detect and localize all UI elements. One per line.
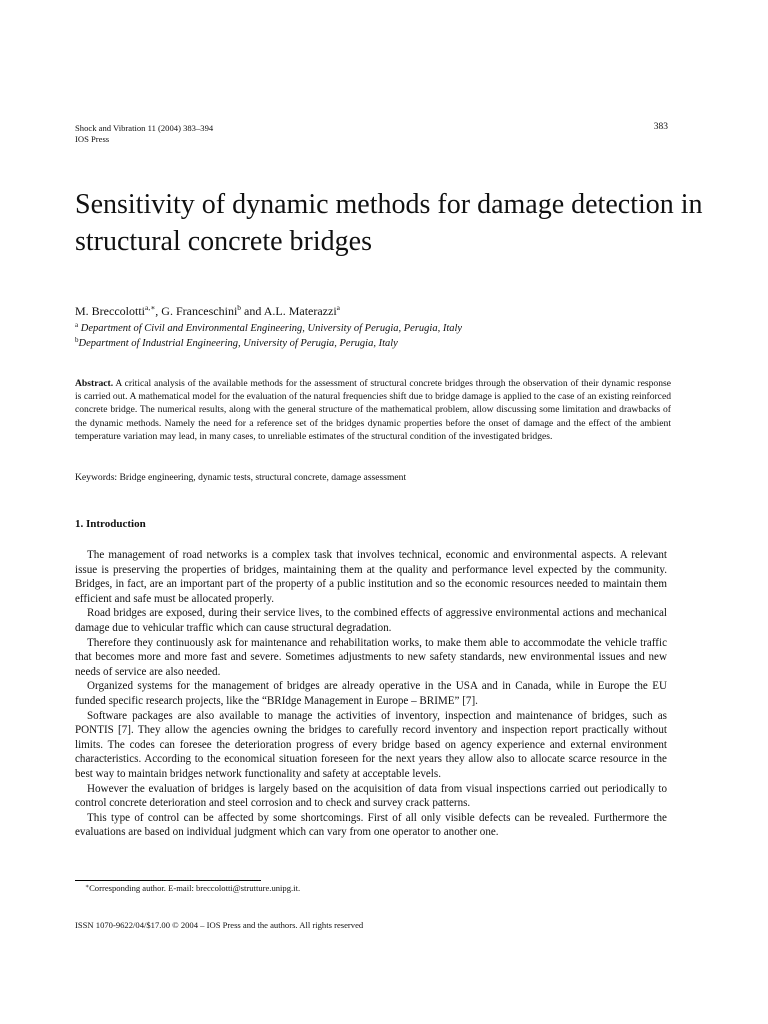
affiliation-mark: b [75, 336, 79, 344]
abstract-label: Abstract. [75, 378, 114, 389]
author-affiliation-mark: b [237, 303, 242, 312]
issn-copyright: ISSN 1070-9622/04/$17.00 © 2004 – IOS Press and the authors. All rights reserved [75, 920, 364, 930]
paper-title: Sensitivity of dynamic methods for damage detection in structural concrete bridges [75, 189, 703, 257]
paragraph: This type of control can be affected by some shortcomings. First of all only visible defects can be revealed. Furthermore the evaluations are based on individual judgment which can vary from one operator to another one. [75, 811, 667, 839]
publisher-line: IOS Press [75, 133, 110, 144]
abstract-text: A critical analysis of the available methods for the assessment of structural concrete bridges through the observation of their dynamic response is carried out. A mathematical model for the evaluation of the natural frequencies shift due to bridge damage is applied to the case of an existing reinforced concrete bridge. The numerical results, along with the general structure of the mathematical problem, allow discussing some limitation and drawbacks of the dynamic methods. Namely the need for a reference set of the bridges dynamic properties before the onset of damage and the effect of the ambient temperature variation may lead, in many cases, to unreliable estimates of the structural condition of the investigated bridges. [75, 378, 671, 442]
affiliation-text: Department of Civil and Environmental Engineering, University of Perugia, Perugia, Italy [78, 323, 463, 334]
affiliation-mark: a [75, 321, 79, 329]
section-heading: 1. Introduction [75, 518, 146, 530]
paragraph: Organized systems for the management of bridges are already operative in the USA and in Canada, while in Europe the EU funded specific research projects, like the “BRIdge Management in Europe – BRIME” [7]. [75, 680, 667, 707]
footnote-text: Corresponding author. E-mail: breccolotti@strutture.unipg.it. [89, 883, 301, 893]
paragraph: Road bridges are exposed, during their service lives, to the combined effects of aggressive environmental actions and mechanical damage due to vehicular traffic which can cause structural degradation. [75, 607, 667, 634]
keywords: Keywords: Bridge engineering, dynamic tests, structural concrete, damage assessment [75, 472, 407, 483]
paragraph: Software packages are also available to manage the activities of inventory, inspection and maintenance of bridges, such as PONTIS [7]. They allow the agencies owning the bridges to carefully record inventory and inspection report practically without limits. The codes can foresee the deterioration progress of every bridge based on agency experience and external environment characteristics. According to the economical situation foreseen for the next years they allow also to allocate scarce resource in the best way to maintain bridges network functionality and safety at acceptable levels. [75, 709, 667, 780]
footnote-mark: ∗ [85, 884, 90, 890]
author-separator: and [241, 304, 264, 318]
author-separator: , [155, 304, 162, 318]
affiliation-b [75, 337, 398, 350]
author-name: G. Franceschini [161, 304, 238, 318]
introduction-body [75, 548, 667, 840]
abstract [75, 377, 671, 443]
journal-line: Shock and Vibration 11 (2004) 383–394 [75, 123, 214, 133]
paragraph: Therefore they continuously ask for maintenance and rehabilitation works, to make them able to accommodate the vehicle traffic that becomes more and more fast and severe. Sometimes adjustments to new safety standards, new environmental issues and new needs of service are also needed. [75, 636, 667, 678]
footnote-rule [75, 880, 261, 881]
affiliation-a [75, 322, 462, 335]
author-list [75, 304, 340, 319]
affiliation-text: Department of Industrial Engineering, University of Perugia, Perugia, Italy [78, 338, 398, 349]
footnote [85, 883, 300, 893]
paragraph: The management of road networks is a complex task that involves technical, economic and environmental aspects. A relevant issue is preserving the properties of bridges, maintaining them at the quality and performance level expected by the community. Bridges, in fact, are an important part of the property of a public institution and so the economic resources needed to maintain them efficient and safe must be allocated properly. [75, 549, 667, 605]
journal-citation [75, 123, 213, 144]
author-affiliation-mark: a,∗ [144, 303, 156, 312]
page-number: 383 [653, 122, 668, 132]
author-affiliation-mark: a [336, 303, 341, 312]
author-name: A.L. Materazzi [263, 304, 337, 318]
author-name: M. Breccolotti [75, 304, 145, 318]
paragraph: However the evaluation of bridges is largely based on the acquisition of data from visual inspections carried out periodically to control concrete deterioration and steel corrosion and to check and survey crack patterns. [75, 782, 667, 810]
